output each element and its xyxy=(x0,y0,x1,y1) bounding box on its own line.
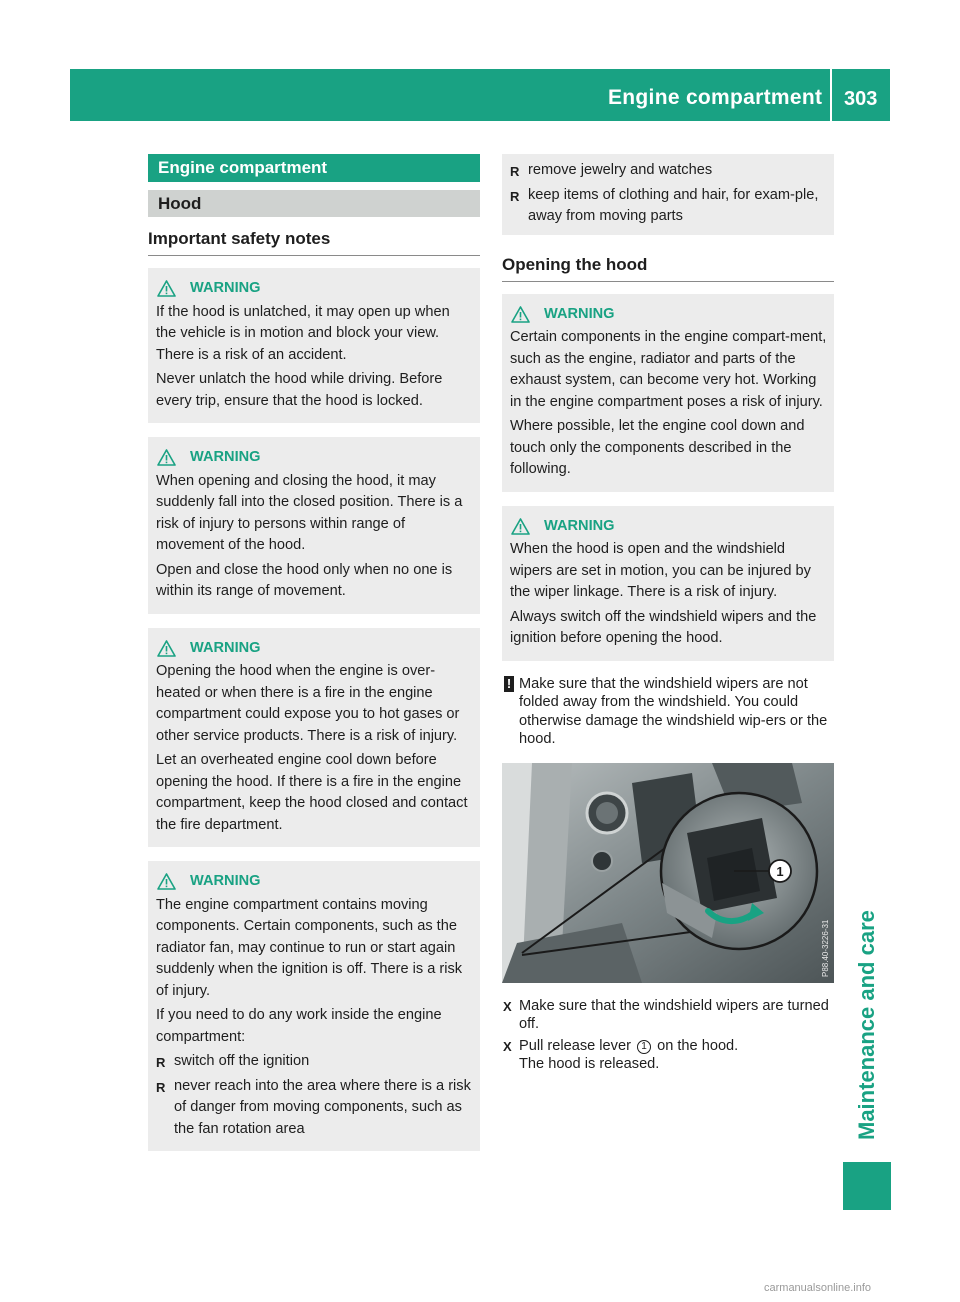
step-text-before: Pull release lever xyxy=(519,1037,631,1054)
page-header-title: Engine compartment xyxy=(608,86,823,109)
note-block xyxy=(502,675,834,749)
warning-box xyxy=(148,628,480,848)
warning-triangle-icon xyxy=(157,449,176,466)
warning-box xyxy=(148,437,480,614)
warning-paragraph: Always switch off the windshield wipers and the ignition before opening the hood. xyxy=(510,608,817,646)
instruction-step xyxy=(502,997,834,1034)
warning-title xyxy=(510,516,827,538)
warning-paragraph: If the hood is unlatched, it may open up when the vehicle is in motion and block your view. There is a risk of an accident. xyxy=(156,303,450,363)
warning-paragraph: Never unlatch the hood while driving. Before every trip, ensure that the hood is locked. xyxy=(156,371,443,409)
right-column xyxy=(502,154,834,1074)
warning-paragraph: Opening the hood when the engine is over-heated or when there is a fire in the engine compartment could expose you to hot gases or other service products. There is a risk of injury. xyxy=(156,663,460,744)
topic-title: Important safety notes xyxy=(148,229,480,256)
warning-title xyxy=(510,304,827,326)
warning-box-continued xyxy=(502,154,834,235)
footer-watermark: carmanualsonline.info xyxy=(764,1282,872,1294)
warning-box xyxy=(148,268,480,423)
warning-box xyxy=(148,861,480,1151)
photo-callout-1: 1 xyxy=(776,863,784,879)
warning-title-text: WARNING xyxy=(190,873,261,889)
photo-code: P88.40-3226-31 xyxy=(821,919,830,977)
step-result: The hood is released. xyxy=(519,1056,660,1072)
warning-triangle-icon xyxy=(157,640,176,657)
warning-paragraph: When opening and closing the hood, it may suddenly fall into the closed position. There is a risk of injury to persons within range of movement of the hood. xyxy=(156,472,463,553)
warning-box xyxy=(502,294,834,492)
bullet-item: R never reach into the area where there is a risk of danger from moving components, such as the fan rotation area xyxy=(156,1076,473,1141)
warning-paragraph: If you need to do any work inside the engine compartment: xyxy=(156,1007,442,1045)
warning-title-text: WARNING xyxy=(190,639,261,656)
warning-title-text: WARNING xyxy=(190,449,261,465)
subsection-title: Hood xyxy=(148,190,480,217)
side-chapter-label-text: Maintenance and care xyxy=(854,910,879,1140)
hood-release-illustration xyxy=(502,763,834,983)
left-column xyxy=(148,154,480,1151)
warning-paragraph: Certain components in the engine compart-ment, such as the engine, radiator and parts of the exhaust system, can become very hot. Working in the engine compartment poses a risk of injury. xyxy=(510,329,827,410)
warning-triangle-icon xyxy=(157,873,176,890)
warning-paragraph: Open and close the hood only when no one is within its range of movement. xyxy=(156,561,453,599)
bullet-item: R remove jewelry and watches xyxy=(510,160,827,182)
warning-triangle-icon xyxy=(157,280,176,297)
warning-title-text: WARNING xyxy=(544,517,615,534)
page-number: 303 xyxy=(844,88,878,110)
warning-title xyxy=(156,638,473,660)
step-arrow-icon: X xyxy=(503,1038,512,1054)
warning-title xyxy=(156,871,473,893)
section-title: Engine compartment xyxy=(148,154,480,182)
instruction-step xyxy=(502,1037,834,1074)
step-text-after: on the hood. xyxy=(657,1037,739,1054)
step-text: Make sure that the windshield wipers are turned off. xyxy=(519,997,829,1032)
warning-paragraph: When the hood is open and the windshield wipers are set in motion, you can be injured by the wiper linkage. There is a risk of injury. xyxy=(510,541,811,600)
warning-box xyxy=(502,506,834,661)
callout-1-icon: 1 xyxy=(637,1040,651,1054)
warning-paragraph: The engine compartment contains moving components. Certain components, such as the radiator fan, may continue to run or start again suddenly when the ignition is off. There is a risk of injury. xyxy=(156,896,463,999)
note-text: Make sure that the windshield wipers are not folded away from the windshield. You could otherwise damage the windshield wip-ers or the hood. xyxy=(519,675,828,747)
warning-title xyxy=(156,447,473,469)
header-divider xyxy=(830,69,832,121)
warning-triangle-icon xyxy=(511,306,530,323)
warning-triangle-icon xyxy=(511,518,530,535)
hood-release-photo xyxy=(502,763,834,983)
bullet-item: R switch off the ignition xyxy=(156,1051,473,1073)
exclamation-icon: ! xyxy=(504,676,514,692)
topic-title: Opening the hood xyxy=(502,255,834,282)
step-arrow-icon: X xyxy=(503,998,512,1014)
bullet-item: R keep items of clothing and hair, for exam-ple, away from moving parts xyxy=(510,185,827,228)
warning-title-text: WARNING xyxy=(190,280,261,296)
warning-paragraph: Where possible, let the engine cool down and touch only the components described in the following. xyxy=(510,418,805,477)
warning-title xyxy=(156,278,473,300)
warning-title-text: WARNING xyxy=(544,305,615,322)
warning-paragraph: Let an overheated engine cool down before opening the hood. If there is a fire in the engine compartment, keep the hood closed and contact the fire department. xyxy=(156,752,468,833)
side-chapter-label xyxy=(843,820,891,1140)
side-chapter-tab xyxy=(843,1162,891,1210)
